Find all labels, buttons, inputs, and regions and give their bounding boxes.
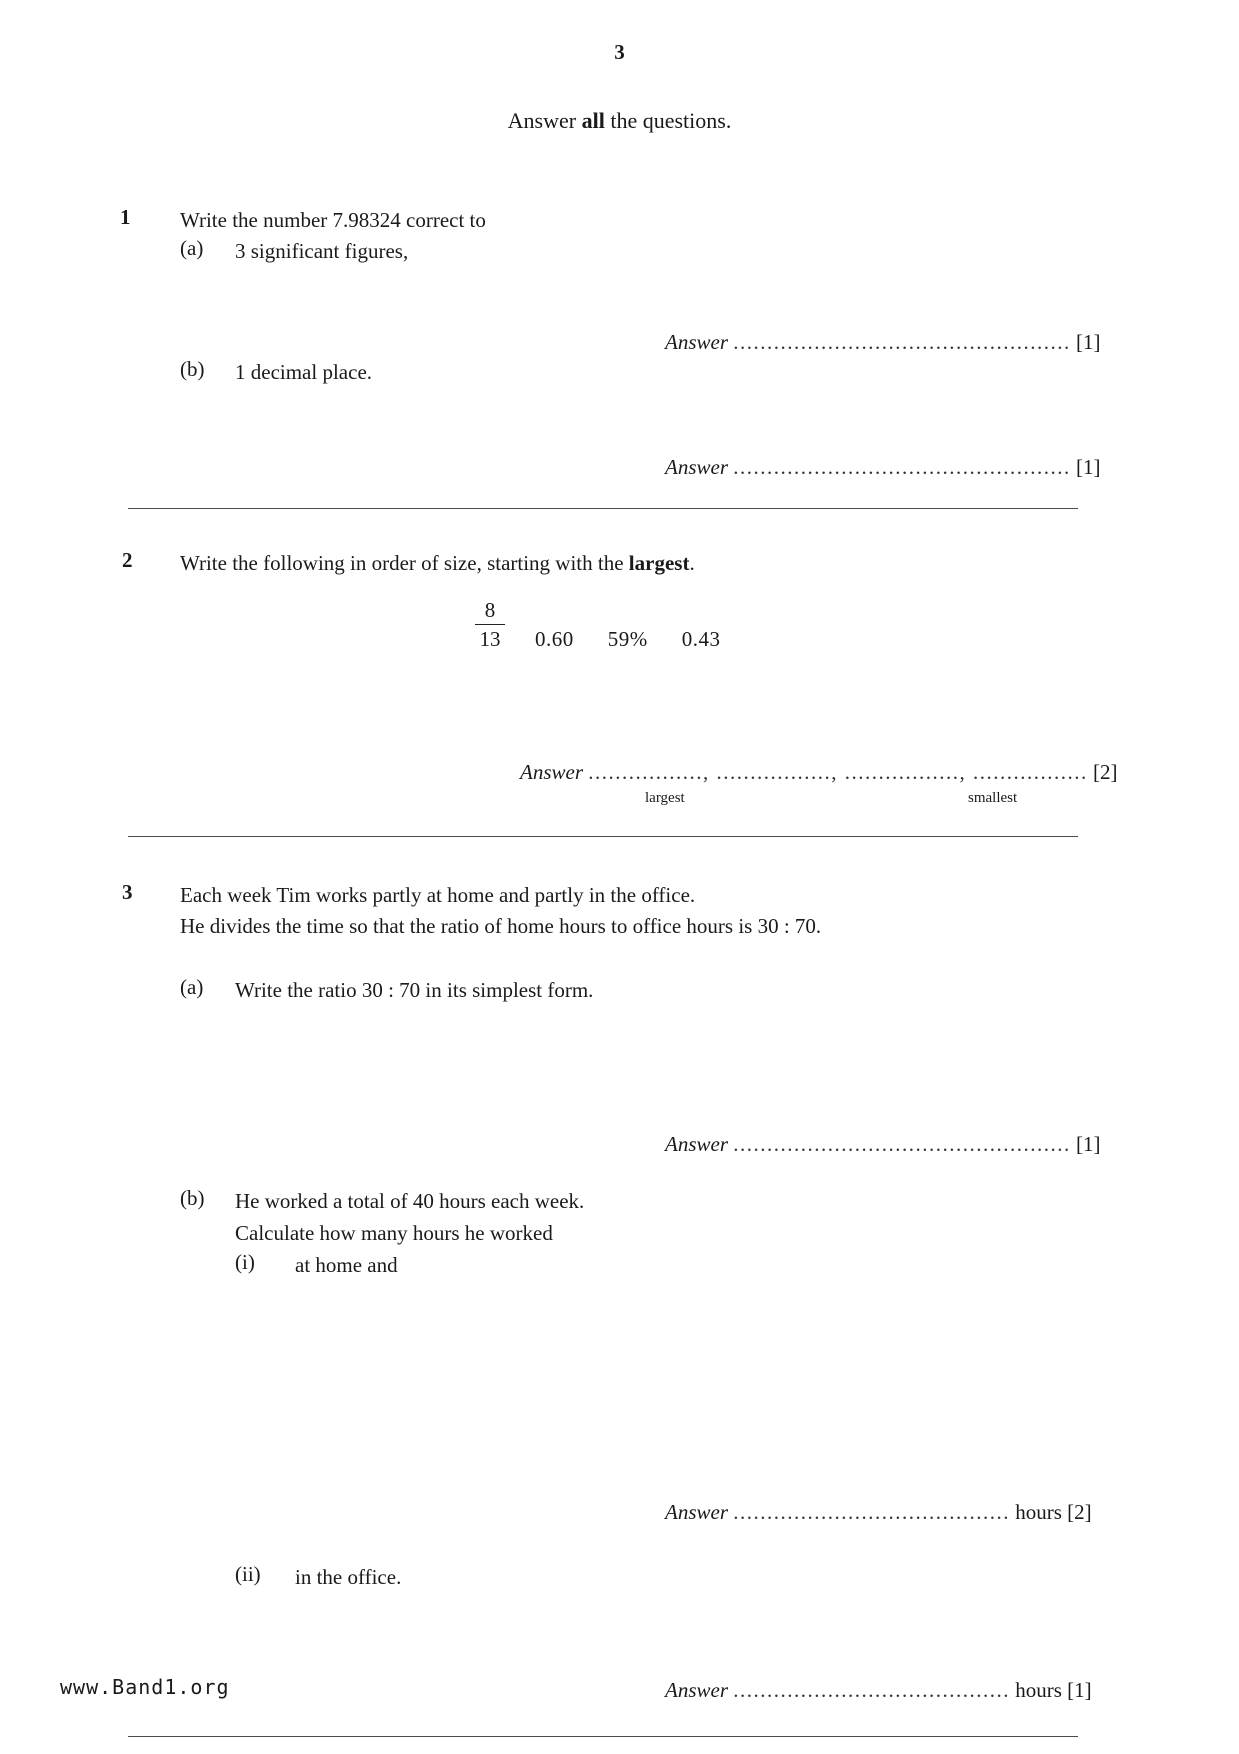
instruction-text-bold: all xyxy=(581,108,605,133)
question-3a-label: (a) xyxy=(180,975,204,999)
fraction-denominator: 13 xyxy=(479,627,501,652)
answer-line-1a xyxy=(665,330,1101,355)
answer-label: Answer xyxy=(665,330,728,354)
question-2-stem-bold: largest xyxy=(628,551,690,575)
answer-dots[interactable]: ......................................... xyxy=(733,1678,1010,1702)
answer-line-3bii xyxy=(665,1678,1092,1703)
value-0: 0.60 xyxy=(535,627,574,651)
divider-rule-3 xyxy=(128,1736,1078,1737)
fraction-bar xyxy=(475,624,505,625)
value-1: 59% xyxy=(607,627,648,651)
question-3b-line2: Calculate how many hours he worked xyxy=(235,1221,553,1245)
question-2-number: 2 xyxy=(122,548,133,572)
question-2-stem xyxy=(180,548,695,578)
question-3-stem-line1: Each week Tim works partly at home and partly in the office. xyxy=(180,883,696,907)
question-1-number: 1 xyxy=(120,205,131,229)
page-number: 3 xyxy=(614,40,625,64)
answer-label: Answer xyxy=(520,760,583,784)
question-2-values xyxy=(535,627,755,652)
answer-dots[interactable]: .................................................. xyxy=(733,330,1071,354)
answer-dots[interactable]: .................................................. xyxy=(733,455,1071,479)
question-3bii-text: in the office. xyxy=(295,1565,402,1589)
answer-dots[interactable]: .................................................. xyxy=(733,1132,1071,1156)
fraction-numerator: 8 xyxy=(484,598,496,622)
fraction-8-13 xyxy=(470,598,510,651)
answer-line-3bi xyxy=(665,1500,1092,1525)
footer-url: www.Band1.org xyxy=(60,1675,230,1699)
question-1b-label: (b) xyxy=(180,357,205,381)
answer-line-2 xyxy=(520,760,1118,785)
answer-label: Answer xyxy=(665,455,728,479)
question-3-stem-line2: He divides the time so that the ratio of home hours to office hours is 30 : 70. xyxy=(180,914,822,938)
question-2-stem-after: . xyxy=(689,551,695,575)
marks-3bi: [2] xyxy=(1067,1500,1092,1524)
question-3-number: 3 xyxy=(122,880,133,904)
question-1a-text: 3 significant figures, xyxy=(235,239,409,263)
answer-line-1b xyxy=(665,455,1101,480)
answer-line-3a xyxy=(665,1132,1101,1157)
smallest-label: smallest xyxy=(968,790,1018,806)
question-1a-label: (a) xyxy=(180,236,204,260)
largest-label: largest xyxy=(645,790,685,806)
hours-unit: hours xyxy=(1015,1500,1062,1524)
answer-label: Answer xyxy=(665,1678,728,1702)
marks-1b: [1] xyxy=(1076,455,1101,479)
marks-3a: [1] xyxy=(1076,1132,1101,1156)
question-1b-text: 1 decimal place. xyxy=(235,360,373,384)
question-3bi-label: (i) xyxy=(235,1250,255,1274)
marks-1a: [1] xyxy=(1076,330,1101,354)
marks-2: [2] xyxy=(1093,760,1118,784)
question-3bi-text: at home and xyxy=(295,1253,398,1277)
answer-dots-group[interactable]: ................., ................., ................., ................. xyxy=(588,760,1088,784)
question-3bii-label: (ii) xyxy=(235,1562,261,1586)
answer-label: Answer xyxy=(665,1500,728,1524)
instruction-line xyxy=(0,108,1239,134)
divider-rule-2 xyxy=(128,836,1078,837)
marks-3bii: [1] xyxy=(1067,1678,1092,1702)
answer-dots[interactable]: ......................................... xyxy=(733,1500,1010,1524)
instruction-text-after: the questions. xyxy=(604,108,732,133)
divider-rule-1 xyxy=(128,508,1078,509)
question-2-stem-before: Write the following in order of size, starting with the xyxy=(180,551,629,575)
question-1-stem: Write the number 7.98324 correct to xyxy=(180,208,486,232)
value-2: 0.43 xyxy=(681,627,721,651)
question-3b-line1: He worked a total of 40 hours each week. xyxy=(235,1189,585,1213)
question-3b-label: (b) xyxy=(180,1186,205,1210)
question-3a-text: Write the ratio 30 : 70 in its simplest form. xyxy=(235,978,594,1002)
instruction-text-before: Answer xyxy=(507,108,582,133)
hours-unit: hours xyxy=(1015,1678,1062,1702)
answer-label: Answer xyxy=(665,1132,728,1156)
